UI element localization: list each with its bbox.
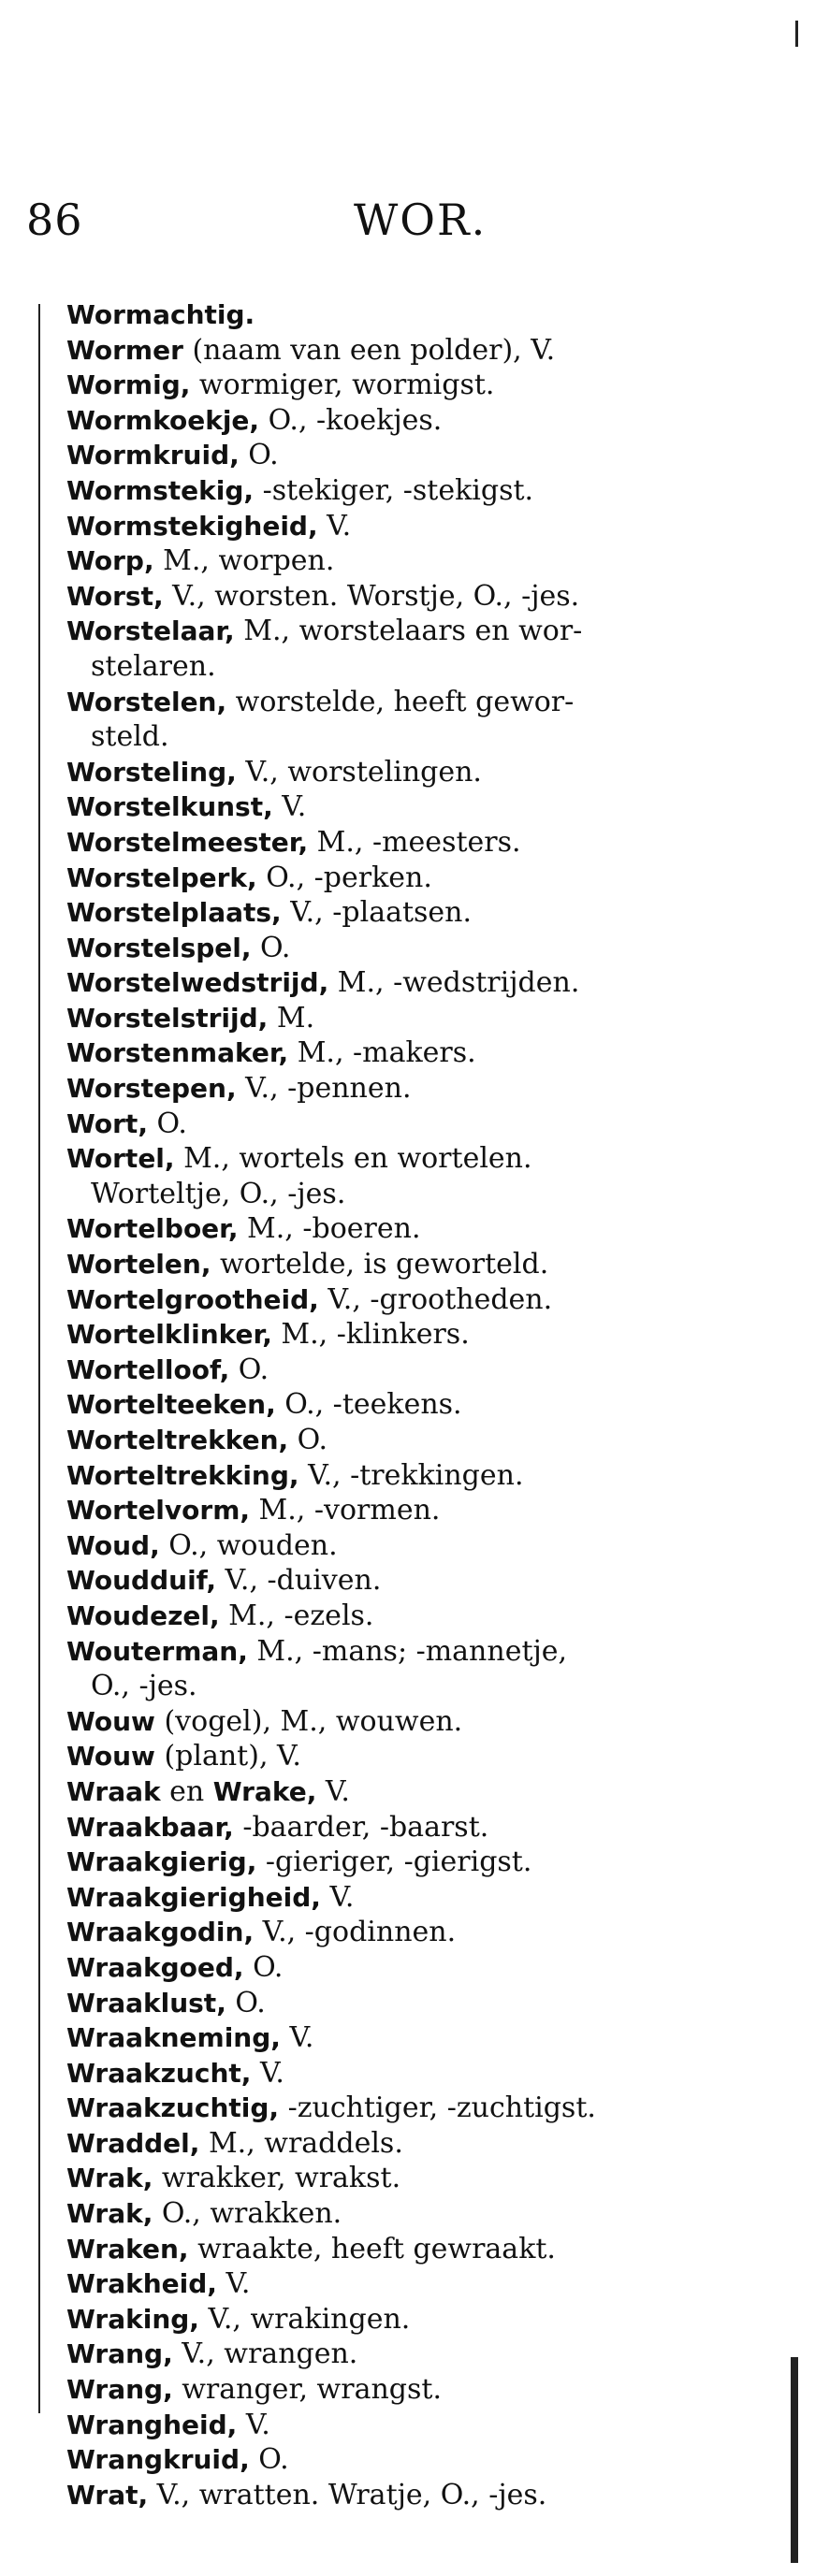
definition: -baarder, -baarst. (233, 1810, 489, 1844)
edge-mark-bottom (791, 2357, 798, 2563)
definition: V. (316, 1774, 350, 1808)
definition-continuation: steld. (91, 720, 169, 754)
definition: O. (226, 1986, 266, 2019)
dictionary-entry (66, 1211, 750, 1247)
headword: Worstelplaats, (66, 897, 282, 929)
page-number: 86 (26, 195, 83, 245)
definition: M., worpen. (153, 544, 335, 578)
headword: Wrat, (66, 2479, 149, 2511)
definition: O. (147, 1107, 187, 1140)
definition: O. (288, 1424, 328, 1456)
dictionary-entry (66, 368, 750, 403)
dictionary-entry (66, 1950, 750, 1986)
definition: V., worsten. Worstje, O., -jes. (163, 579, 580, 613)
headword: Wormstekig, (66, 474, 255, 506)
definition: wraakte, heeft gewraakt. (188, 2232, 556, 2265)
definition: M., -vormen. (250, 1494, 441, 1527)
dictionary-entry (66, 614, 750, 684)
definition: V. (320, 1880, 355, 1914)
definition: V. (280, 2021, 314, 2055)
definition: O., wouden. (159, 1528, 338, 1562)
dictionary-entry (66, 403, 750, 439)
definition: M., -boeren. (238, 1212, 421, 1246)
dictionary-entries (66, 297, 750, 2512)
definition: wranger, wrangst. (172, 2373, 442, 2407)
dictionary-entry (66, 895, 750, 931)
headword: Worst, (66, 580, 164, 612)
dictionary-entry (66, 931, 750, 966)
headword: Wraakzuchtig, (66, 2092, 280, 2124)
dictionary-entry (66, 473, 750, 509)
dictionary-entry (66, 1810, 750, 1845)
headword: Wouw (66, 1705, 155, 1737)
headword: Wortel, (66, 1143, 175, 1175)
dictionary-entry (66, 1035, 750, 1071)
headword: Worstelstrijd, (66, 1002, 269, 1034)
dictionary-entry (66, 1528, 750, 1564)
definition: V. (216, 2267, 251, 2301)
headword: Wouterman, (66, 1635, 248, 1667)
dictionary-entry (66, 2232, 750, 2267)
headword: Woudezel, (66, 1599, 220, 1631)
headword: Wort, (66, 1107, 148, 1139)
edge-mark-top (795, 21, 798, 47)
definition: wormiger, wormigst. (190, 369, 495, 402)
headword: Wraakbaar, (66, 1811, 234, 1843)
dictionary-entry (66, 297, 750, 333)
headword: Wortelen, (66, 1249, 211, 1281)
definition: O., -teekens. (275, 1388, 462, 1422)
dictionary-entry (66, 1774, 750, 1810)
definition: M., -makers. (288, 1036, 476, 1070)
definition: M., wraddels. (199, 2126, 403, 2160)
headword: Worp, (66, 545, 154, 577)
dictionary-entry (66, 1634, 750, 1704)
dictionary-entry (66, 1563, 750, 1599)
definition: wrakker, wrakst. (153, 2162, 401, 2195)
definition: M., -meesters. (308, 825, 521, 859)
dictionary-entry (66, 755, 750, 790)
dictionary-entry (66, 2302, 750, 2337)
definition: O. (243, 1950, 284, 1984)
definition: V., worstelingen. (236, 755, 482, 789)
running-head: WOR. (354, 195, 488, 245)
definition: worstelde, heeft gewor- (226, 685, 575, 718)
headword: Wraken, (66, 2233, 189, 2265)
headword: Worstepen, (66, 1073, 237, 1105)
definition: -gieriger, -gierigst. (256, 1845, 532, 1879)
definition-continuation: stelaren. (91, 649, 216, 683)
dictionary-entry (66, 825, 750, 861)
definition: -zuchtiger, -zuchtigst. (279, 2091, 596, 2125)
dictionary-entry (66, 1845, 750, 1880)
dictionary-entry (66, 1001, 750, 1036)
definition: O. (249, 2443, 289, 2477)
definition: O., -perken. (256, 861, 432, 894)
dictionary-entry (66, 1353, 750, 1388)
headword: Wormkoekje, (66, 404, 260, 436)
headword: Wraakgierigheid, (66, 1881, 321, 1913)
headword: Worstelspel, (66, 932, 252, 963)
definition: V., -godinnen. (254, 1916, 457, 1949)
definition-continuation: Worteltje, O., -jes. (91, 1177, 346, 1210)
dictionary-entry (66, 2442, 750, 2478)
definition: V., -duiven. (215, 1564, 382, 1598)
definition: O., wrakken. (153, 2197, 342, 2231)
dictionary-entry (66, 2372, 750, 2408)
headword: Wraddel, (66, 2127, 200, 2159)
headword: Woudduif, (66, 1565, 216, 1597)
dictionary-entry (66, 438, 750, 473)
dictionary-entry (66, 1282, 750, 1318)
dictionary-entry (66, 2478, 750, 2513)
definition: V., wratten. Wratje, O., -jes. (148, 2478, 547, 2511)
definition: M., wortels en wortelen. (174, 1142, 532, 1176)
definition: V., -grootheden. (318, 1282, 553, 1316)
dictionary-entry (66, 1599, 750, 1634)
dictionary-entry (66, 1071, 750, 1107)
definition: M., -mans; -mannetje, (247, 1634, 568, 1668)
headword: Worstenmaker, (66, 1037, 289, 1069)
headword: Wrake, (212, 1775, 317, 1807)
headword: Worstelwedstrijd, (66, 967, 329, 999)
headword: Wrangheid, (66, 2409, 238, 2440)
headword: Wormkruid, (66, 440, 240, 471)
headword: Wortelteeken, (66, 1389, 276, 1421)
definition: V., wrakingen. (198, 2302, 411, 2336)
dictionary-entry (66, 579, 750, 615)
dictionary-entry (66, 509, 750, 544)
headword: Wraking, (66, 2303, 199, 2335)
headword: Wraakneming, (66, 2022, 281, 2054)
definition: V., wrangen. (172, 2337, 358, 2371)
definition: M., -ezels. (219, 1599, 374, 1632)
definition: M., -klinkers. (271, 1318, 470, 1352)
definition: V. (251, 2056, 284, 2090)
headword: Worteltrekken, (66, 1425, 289, 1455)
dictionary-entry (66, 2266, 750, 2302)
dictionary-entry (66, 2161, 750, 2196)
dictionary-entry (66, 543, 750, 579)
dictionary-entry (66, 1739, 750, 1774)
dictionary-entry (66, 1141, 750, 1211)
definition: O., -koekjes. (259, 403, 443, 437)
definition: O. (239, 439, 279, 472)
headword: Worteltrekking, (66, 1459, 299, 1491)
headword: Wraaklust, (66, 1987, 226, 2019)
headword: Wraakgierig, (66, 1846, 257, 1878)
dictionary-entry (66, 2408, 750, 2443)
headword: Worstelperk, (66, 861, 257, 893)
headword: Wrang, (66, 2338, 173, 2370)
definition: -stekiger, -stekigst. (254, 473, 534, 507)
dictionary-entry (66, 1458, 750, 1494)
definition: M., -wedstrijden. (328, 966, 580, 1000)
headword: Wrangkruid, (66, 2444, 250, 2476)
definition: (vogel), M., wouwen. (154, 1704, 463, 1738)
headword: Wortelvorm, (66, 1495, 251, 1527)
headword: Wortelgrootheid, (66, 1283, 319, 1315)
dictionary-entry (66, 2126, 750, 2162)
headword: Worstelaar, (66, 615, 235, 647)
headword: Wormstekigheid, (66, 510, 318, 542)
headword: Wortelboer, (66, 1213, 239, 1245)
dictionary-entry (66, 1493, 750, 1528)
headword: Worstelkunst, (66, 791, 273, 823)
dictionary-entry (66, 2091, 750, 2126)
dictionary-entry (66, 2020, 750, 2056)
dictionary-entry (66, 1247, 750, 1282)
dictionary-entry (66, 1704, 750, 1740)
definition: en (160, 1774, 213, 1808)
headword: Wrak, (66, 2198, 153, 2230)
headword: Worstelen, (66, 686, 227, 717)
definition: M. (268, 1001, 315, 1035)
definition: V. (237, 2408, 270, 2441)
definition: (naam van een polder), V. (182, 333, 556, 367)
dictionary-entry (66, 1880, 750, 1916)
definition-continuation: O., -jes. (91, 1670, 197, 1703)
definition: (plant), V. (154, 1740, 301, 1773)
definition: O. (251, 931, 291, 964)
dictionary-entry (66, 2196, 750, 2232)
headword: Worstelmeester, (66, 826, 309, 858)
dictionary-entry (66, 965, 750, 1001)
headword: Wraakzucht, (66, 2057, 252, 2089)
definition: V. (317, 509, 352, 543)
margin-rule (38, 304, 40, 2413)
dictionary-entry (66, 1317, 750, 1353)
headword: Wortelloof, (66, 1353, 230, 1385)
dictionary-entry (66, 2056, 750, 2091)
headword: Worsteling, (66, 756, 237, 788)
definition: V. (272, 790, 307, 824)
headword: Woud, (66, 1529, 160, 1561)
dictionary-entry (66, 2337, 750, 2372)
dictionary-entry (66, 789, 750, 825)
dictionary-entry (66, 333, 750, 369)
definition: V., -pennen. (236, 1072, 412, 1106)
headword: Wrak, (66, 2163, 153, 2194)
definition: wortelde, is geworteld. (211, 1248, 549, 1281)
dictionary-entry (66, 1915, 750, 1950)
headword: Wormer (66, 334, 183, 366)
definition: O. (229, 1353, 269, 1386)
definition: V., -plaatsen. (281, 896, 473, 930)
headword: Wraak (66, 1775, 161, 1807)
dictionary-entry (66, 1107, 750, 1142)
headword: Wrakheid, (66, 2268, 217, 2300)
headword: Wrang, (66, 2374, 173, 2406)
headword: Wormachtig. (66, 299, 255, 330)
headword: Wortelklinker, (66, 1319, 272, 1351)
headword: Wraakgoed, (66, 1951, 244, 1983)
dictionary-entry (66, 861, 750, 896)
headword: Wormig, (66, 369, 191, 401)
headword: Wouw (66, 1741, 155, 1773)
definition: V., -trekkingen. (298, 1458, 524, 1492)
definition: M., worstelaars en wor- (234, 615, 583, 648)
dictionary-entry (66, 1423, 750, 1458)
dictionary-entry (66, 1986, 750, 2021)
dictionary-entry (66, 1387, 750, 1423)
dictionary-entry (66, 685, 750, 755)
headword: Wraakgodin, (66, 1917, 255, 1948)
